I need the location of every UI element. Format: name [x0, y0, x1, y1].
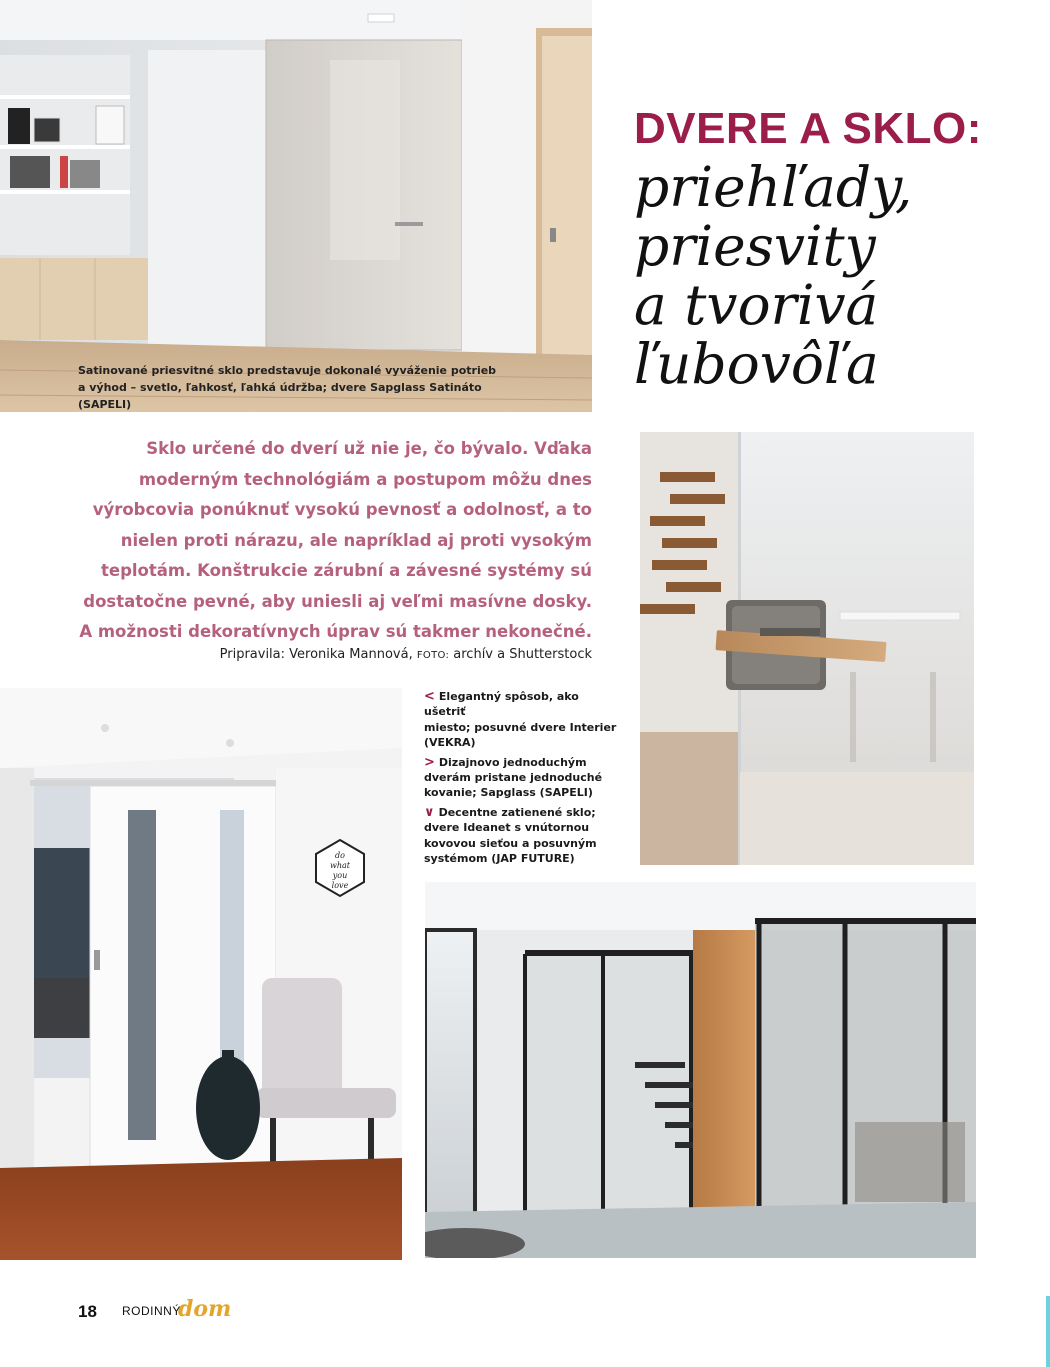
caption-text: dvere Ideanet s vnútornou: [424, 821, 590, 835]
edge-marker: [1046, 1296, 1050, 1367]
headline: [634, 155, 913, 396]
caption-text: (VEKRA): [424, 736, 476, 750]
byline-author: Pripravila: Veronika Mannová,: [219, 647, 413, 662]
lead-line: dostatočne pevné, aby uniesli aj veľmi masívne dosky.: [83, 591, 592, 611]
lead-line: A možnosti dekoratívnych úprav sú takmer nekonečné.: [79, 622, 592, 641]
headline-line: priesvity: [634, 214, 876, 278]
headline-line: ľubovôľa: [634, 332, 879, 396]
byline-foto-label: FOTO:: [416, 650, 450, 661]
headline-line: a tvorivá: [634, 273, 879, 337]
lead-line: výrobcovia ponúknuť vysokú pevnosť a odolnosť, a to: [92, 500, 592, 519]
page-number: 18: [78, 1302, 97, 1321]
sign-text: love: [331, 881, 349, 890]
top-photo-caption: [78, 362, 538, 413]
brand-prefix: RODINNÝ: [122, 1304, 181, 1318]
side-caption-1: [424, 689, 624, 751]
caption-text: Elegantný spôsob, ako ušetriť: [424, 690, 579, 719]
photo-door-handle: [640, 432, 974, 865]
sign-text: do: [335, 851, 345, 860]
caption-text: kovovou sieťou a posuvným: [424, 836, 597, 850]
byline: [150, 647, 592, 662]
caption-text: Decentne zatienené sklo;: [438, 805, 596, 819]
side-captions: [424, 689, 624, 870]
sign-text: what: [330, 861, 350, 870]
left-arrow-icon: <: [424, 689, 435, 704]
lead-paragraph: [70, 434, 592, 648]
caption-line: Satinované priesvitné sklo predstavuje dokonalé vyváženie potrieb: [78, 364, 497, 377]
lead-line: moderným technológiám a postupom môžu dnes: [138, 469, 592, 489]
caption-text: dverám pristane jednoduché: [424, 771, 603, 785]
right-arrow-icon: >: [424, 754, 435, 770]
byline-sources: archív a Shutterstock: [453, 647, 592, 662]
photo-sliding-door: [0, 688, 402, 1260]
photo-mesh-glass-doors: [425, 882, 976, 1258]
brand-logo: dom: [178, 1296, 232, 1322]
lead-line: Sklo určené do dverí už nie je, čo bývalo. Vďaka: [146, 439, 592, 458]
caption-text: systémom (JAP FUTURE): [424, 852, 575, 866]
lead-line: nielen proti nárazu, ale napríklad aj proti vysokým: [120, 530, 592, 550]
caption-text: miesto; posuvné dvere Interier: [424, 720, 617, 734]
side-caption-3: [424, 805, 624, 867]
headline-line: priehľady,: [634, 155, 913, 219]
caption-text: Dizajnovo jednoduchým: [438, 755, 587, 769]
down-arrow-icon: ∨: [424, 804, 435, 820]
caption-text: kovanie; Sapglass (SAPELI): [424, 786, 593, 800]
sign-text: you: [332, 871, 348, 880]
side-caption-2: [424, 755, 624, 801]
headline-kicker: DVERE A SKLO:: [634, 104, 982, 153]
lead-line: teplotám. Konštrukcie zárubní a závesné systémy sú: [100, 561, 592, 580]
caption-line: a výhod – svetlo, ľahkosť, ľahká údržba; dvere Sapglass Satináto (SAPELI): [78, 381, 482, 411]
photo-satin-glass-door: [0, 0, 592, 412]
